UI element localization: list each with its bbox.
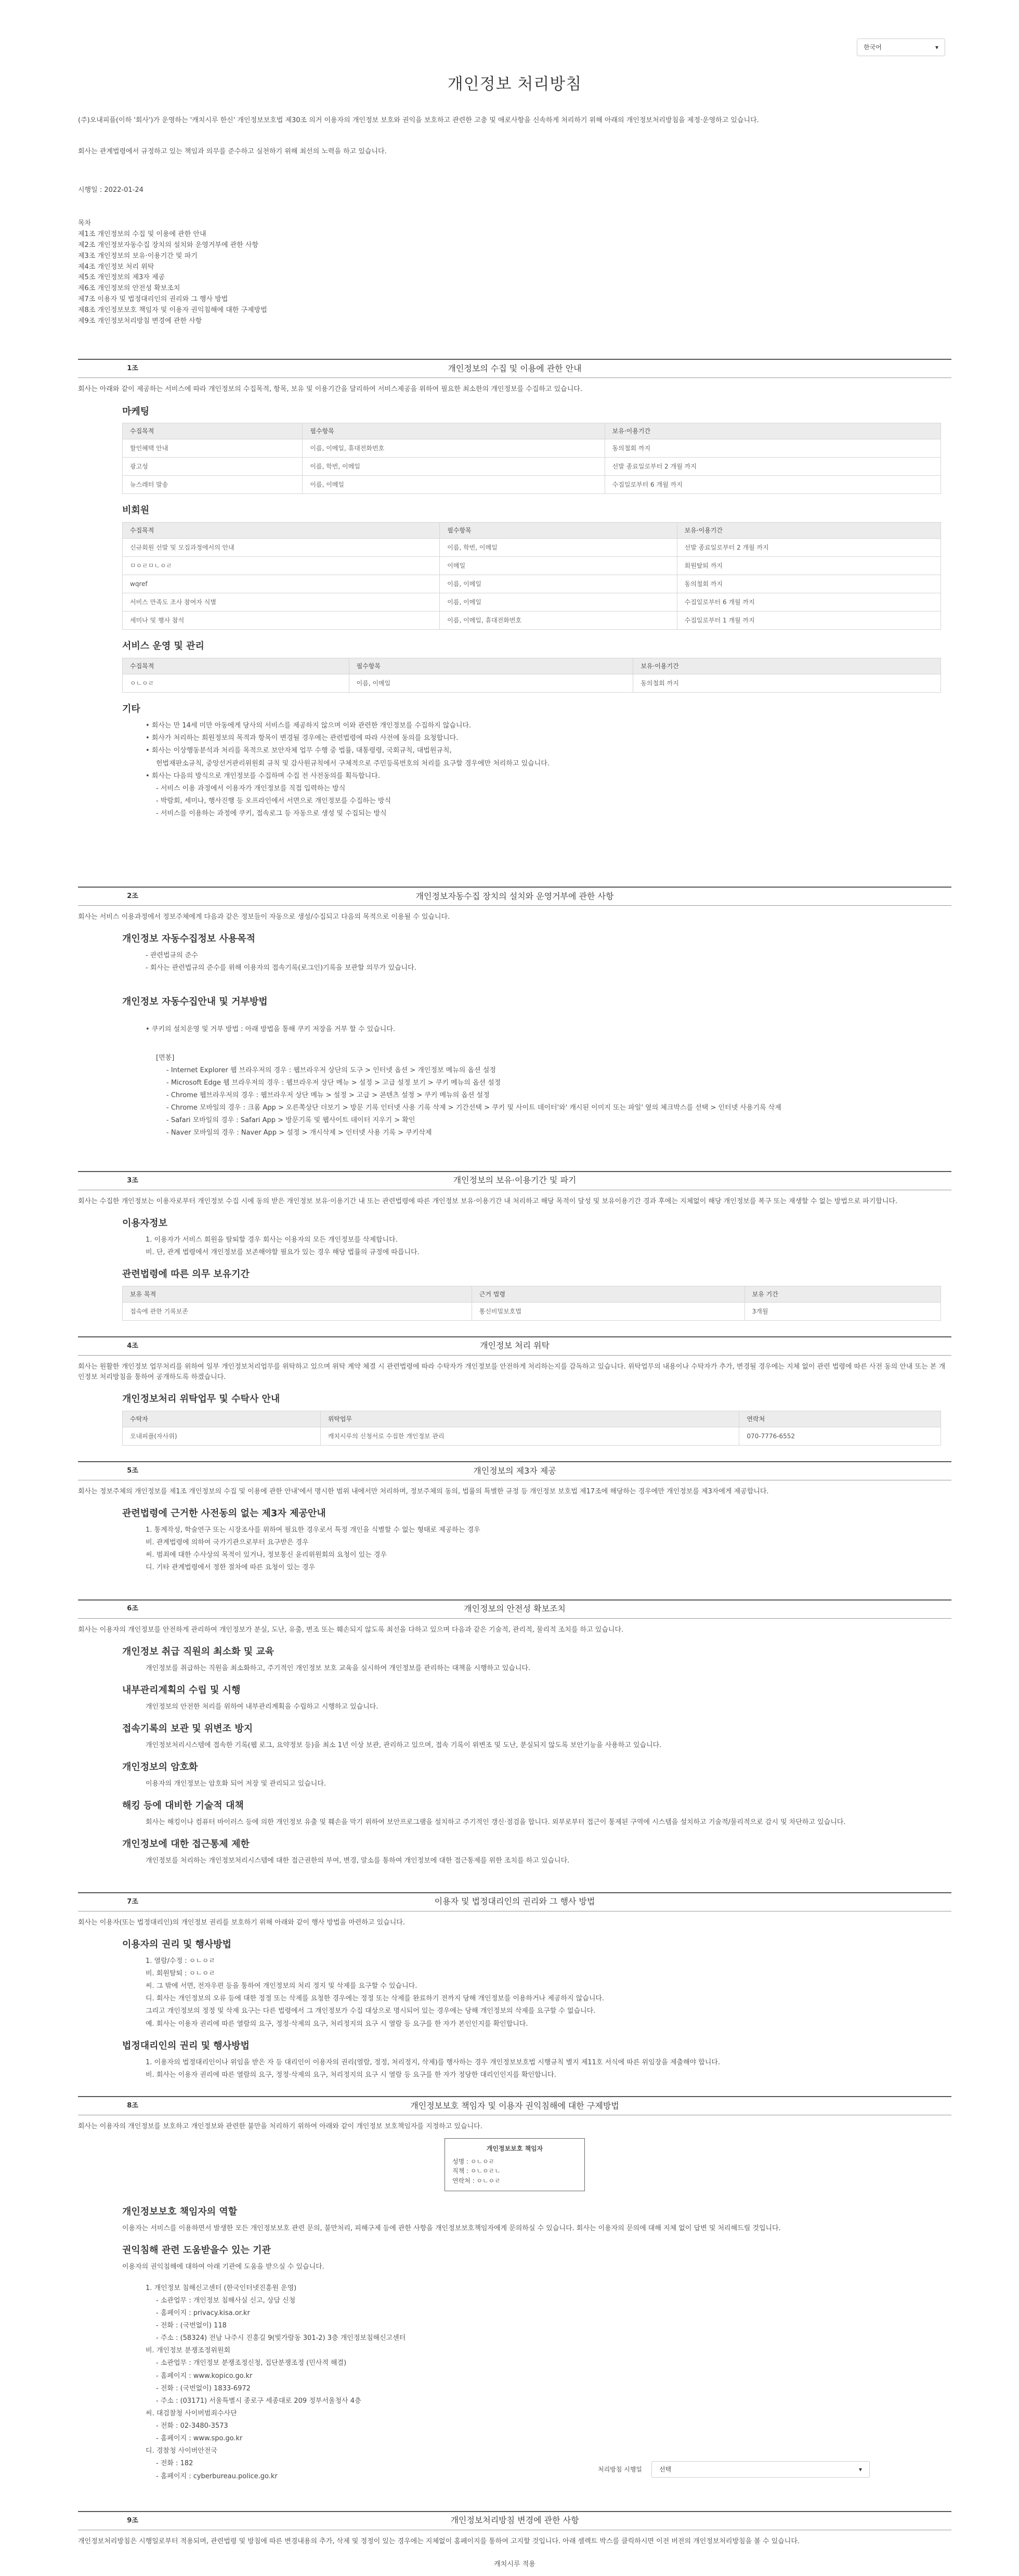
table-header: 수집목적: [123, 523, 440, 539]
table-cell: 이름, 학번, 이메일: [440, 539, 677, 557]
list-item: - Chrome 모바일의 경우 : 크롬 App > 오른쪽상단 더보기 > 방문 기록 인터넷 사용 기록 삭제 > 기간선택 > 쿠키 및 사이트 데이터'와' 캐시된 이미지 또는 파일' 옆의 체크박스를 선택 > 인터넷 사용기록 삭제: [166, 1104, 781, 1112]
table-header: 필수항목: [440, 523, 677, 539]
list-item: - 서비스를 이용하는 과정에 쿠키, 접속로그 등 자동으로 생성 및 수집되는 방식: [156, 810, 387, 818]
intro-text-2: 회사는 관계법령에서 규정하고 있는 책임과 의무를 준수하고 실천하기 위해 최선의 노력을 하고 있습니다.: [78, 148, 387, 156]
table-row: [123, 1427, 941, 1445]
table-row: [123, 476, 941, 494]
list-item: 씨. 범죄에 대한 수사상의 목적이 있거나, 정보통신 윤리위원회의 요청이 있는 경우: [146, 1551, 387, 1559]
subsection-title: 내부관리계획의 수립 및 시행: [122, 1684, 241, 1696]
list-item: - 홈페이지 : cyberbureau.police.go.kr: [156, 2472, 278, 2480]
table-row: [123, 557, 941, 575]
toc-item[interactable]: 제9조 개인정보처리방침 변경에 관한 사항: [78, 317, 202, 325]
toc-item[interactable]: 제8조 개인정보보호 책임자 및 이용자 권익침해에 대한 구제방법: [78, 306, 267, 314]
section-title: 개인정보보호 책임자 및 이용자 권익침해에 대한 구제방법: [410, 2100, 619, 2111]
subsection-title: 이용자정보: [122, 1217, 167, 1229]
table-cell: 이름, 학번, 이메일: [303, 458, 605, 476]
section-title: 개인정보처리방침 변경에 관한 사항: [450, 2515, 579, 2526]
list-item: 그리고 개인정보의 정정 및 삭제 요구는 다른 법령에서 그 개인정보가 수집 대상으로 명시되어 있는 경우에는 당해 개인정보의 삭제를 요구할 수 없습니다.: [146, 2007, 596, 2015]
section-7-header: [78, 1892, 951, 1911]
table-header: 보유 기간: [744, 1286, 940, 1302]
section-desc: 회사는 서비스 이용과정에서 정보주체에게 다음과 같은 정보들이 자동으로 생성/수집되고 다음의 목적으로 이용될 수 있습니다.: [78, 913, 450, 921]
subsection-title: 비회원: [122, 505, 150, 516]
list-item: - 관련법규의 준수: [146, 952, 198, 960]
third-party-list: [78, 1525, 951, 1573]
list-item: - Safari 모바일의 경우 : Safari App > 방문기록 및 웹사이트 데이터 지우기 > 확인: [166, 1116, 415, 1125]
subsection-text: 이용자의 개인정보는 암호화 되어 저장 및 관리되고 있습니다.: [146, 1779, 326, 1788]
subsection-title: 마케팅: [122, 406, 150, 417]
subsection-text: 개인정보를 처리하는 개인정보처리시스템에 대한 접근권한의 부여, 변경, 말소를 통하여 개인정보에 대한 접근통제를 위한 조치를 하고 있습니다.: [146, 1856, 570, 1865]
table-cell: 070-7776-6552: [739, 1427, 941, 1445]
list-item: - 전화 : 02-3480-3573: [156, 2422, 228, 2430]
table-cell: 이메일: [440, 557, 677, 575]
table-header: 근거 법령: [472, 1286, 744, 1302]
subsection-title: 개인정보에 대한 접근통제 제한: [122, 1838, 250, 1850]
section-number: 4조: [127, 1342, 138, 1350]
table-of-contents: [78, 218, 951, 327]
list-item: 1. 통계작성, 학술연구 또는 시장조사를 위하여 필요한 경우로서 특정 개인을 식별할 수 없는 형태로 제공하는 경우: [146, 1526, 480, 1534]
list-item: - 홈페이지 : privacy.kisa.or.kr: [156, 2309, 250, 2317]
retention-table: [122, 1286, 941, 1321]
table-row: [123, 674, 941, 693]
list-item: [면봉]: [156, 1053, 175, 1062]
subsection-title: 서비스 운영 및 관리: [122, 641, 204, 652]
list-item: • 회사는 만 14세 미만 아동에게 당사의 서비스를 제공하지 않으며 이와 관련한 개인정보를 수집하지 않습니다.: [146, 722, 472, 730]
list-item: - 소관업무 : 개인정보 분쟁조정신청, 집단분쟁조정 (민사적 해결): [156, 2359, 347, 2367]
version-select[interactable]: [651, 2461, 870, 2478]
toc-item[interactable]: 제5조 개인정보의 제3자 제공: [78, 274, 165, 282]
table-header: 필수항목: [303, 423, 605, 439]
subsection-title: 권익침해 관련 도움받을수 있는 기관: [122, 2245, 271, 2256]
list-item: • 회사가 처리하는 회원정보의 목적과 항목이 변경될 경우에는 관련법령에 따라 사전에 동의를 요청합니다.: [146, 734, 459, 743]
toc-item[interactable]: 제7조 이용자 및 법정대리인의 권리와 그 행사 방법: [78, 295, 228, 304]
section-8-header: [78, 2096, 951, 2115]
table-cell: 수집일로부터 1 개월 까지: [677, 612, 940, 630]
table-cell: 접속에 관한 기록보존: [123, 1302, 472, 1320]
subsection-title: 관련법령에 근거한 사전동의 없는 제3자 제공안내: [122, 1508, 326, 1519]
section-desc: 회사는 정보주체의 개인정보를 제1조 개인정보의 수집 및 이용에 관한 안내'에서 명시한 범위 내에서만 처리하며, 정보주체의 동의, 법률의 특별한 규정 등 개인정보 보호법 제17조에 해당하는 경우에만 개인정보를 제3자에게 제공합니다.: [78, 1487, 769, 1495]
table-cell: 광고성: [123, 458, 303, 476]
user-info-list: [78, 1235, 951, 1258]
section-1-header: [78, 359, 951, 378]
subsection-title: 개인정보 자동수집정보 사용목적: [122, 933, 255, 945]
table-cell: 동의철회 까지: [677, 575, 940, 593]
list-item: - 서비스 이용 과정에서 이용자가 개인정보를 직접 입력하는 방식: [156, 784, 346, 792]
list-item: - Microsoft Edge 웹 브라우저의 경우 : 웹브라우저 상단 메뉴 > 설정 > 고급 설정 보기 > 쿠키 메뉴의 옵션 설정: [166, 1078, 501, 1087]
marketing-table: [122, 423, 941, 494]
table-row: [123, 575, 941, 593]
section-number: 6조: [127, 1605, 138, 1613]
list-item: 헌법재판소규칙, 중앙선거관리위원회 규칙 및 감사원규칙에서 구체적으로 주민등록번호의 처리를 요구할 경우에만 처리하고 있습니다.: [156, 759, 550, 767]
table-row: [123, 539, 941, 557]
table-cell: 할인혜택 안내: [123, 439, 303, 458]
legal-rep-list: [78, 2058, 951, 2080]
entrust-table: [122, 1411, 941, 1446]
list-item: - 전화 : (국번없이) 1833-6972: [156, 2384, 251, 2392]
agency-list: [78, 2283, 951, 2482]
section-number: 5조: [127, 1466, 138, 1475]
table-header: 보유·이용기간: [605, 423, 940, 439]
subsection-title: 개인정보처리 위탁업무 및 수탁사 안내: [122, 1394, 280, 1405]
table-cell: 수집일로부터 6 개월 까지: [677, 593, 940, 612]
table-header: 수탁자: [123, 1411, 321, 1427]
table-row: [123, 593, 941, 612]
subsection-title: 관련법령에 따른 의무 보유기간: [122, 1268, 250, 1280]
table-cell: 캐치시루의 신청서로 수집한 개인정보 관리: [320, 1427, 739, 1445]
list-item: 1. 열람/수정 : ㅇㄴㅇㄹ: [146, 1957, 216, 1965]
chevron-down-icon: ▾: [858, 2465, 862, 2473]
subsection-title: 개인정보 자동수집안내 및 거부방법: [122, 996, 268, 1007]
language-select-value: 한국어: [864, 43, 882, 51]
subsection-text: 개인정보처리시스템에 접속한 기록(웹 로그, 요약정보 등)을 최소 1년 이상 보관, 관리하고 있으며, 접속 기록이 위변조 및 도난, 분실되지 않도록 보안기능을 사용하고 있습니다.: [146, 1741, 662, 1749]
subsection-text: 개인정보를 취급하는 직원을 최소화하고, 주기적인 개인정보 보호 교육을 실시하여 개인정보를 관리하는 대책을 시행하고 있습니다.: [146, 1664, 531, 1672]
list-item: 디. 회사는 개인정보의 오류 등에 대한 정정 또는 삭제를 요청한 경우에는 정정 또는 삭제를 완료하기 전까지 당해 개인정보를 이용하거나 제공하지 않습니다.: [146, 1995, 605, 2003]
list-item: - Chrome 웹브라우저의 경우 : 웹브라우저 상단 메뉴 > 설정 > 고급 > 콘텐츠 설정 > 쿠키 메뉴의 옵션 설정: [166, 1091, 490, 1100]
table-cell: 이름, 이메일, 휴대전화번호: [303, 439, 605, 458]
subsection-title: 접속기록의 보관 및 위변조 방지: [122, 1723, 253, 1734]
table-header: 보유 목적: [123, 1286, 472, 1302]
section-desc: 회사는 아래와 같이 제공하는 서비스에 따라 개인정보의 수집목적, 항목, 보유 및 이용기간을 달리하여 서비스제공을 위하여 필요한 최소한의 개인정보를 수집하고 있습니다.: [78, 385, 582, 394]
list-item: - 소관업무 : 개인정보 침해사실 신고, 상담 신청: [156, 2296, 296, 2305]
subsection-title: 기타: [122, 704, 140, 715]
section-title: 개인정보의 보유·이용기간 및 파기: [453, 1175, 577, 1186]
subsection-text: 개인정보의 안전한 처리를 위하여 내부관리계획을 수립하고 시행하고 있습니다.: [146, 1702, 378, 1711]
section-desc: 회사는 이용자의 개인정보를 안전하게 관리하여 개인정보가 분실, 도난, 유출, 변조 또는 훼손되지 않도록 최선을 다하고 있으며 다음과 같은 기술적, 관리적, 물리적 조치를 하고 있습니다.: [78, 1625, 624, 1634]
list-item: 비. 단, 관계 법령에서 개인정보를 보존해야할 필요가 있는 경우 해당 법률의 규정에 따릅니다.: [146, 1248, 420, 1256]
table-row: [123, 439, 941, 458]
refuse-list: [78, 1024, 951, 1138]
section-desc: 회사는 이용자(또는 법정대리인)의 개인정보 권리를 보호하기 위해 아래와 같이 행사 방법을 마련하고 있습니다.: [78, 1918, 405, 1927]
table-cell: ㅁㅇㄹㅁㄴㅇㄹ: [123, 557, 440, 575]
table-row: [123, 612, 941, 630]
subsection-text: 회사는 해킹이나 컴퓨터 바이러스 등에 의한 개인정보 유출 및 훼손을 막기 위하여 보안프로그램을 설치하고 주기적인 갱신·점검을 합니다. 외부로부터 접근이 통제된 구역에 시스템을 설치하고 기술적/물리적으로 감시 및 차단하고 있습니다.: [146, 1818, 846, 1826]
list-item: 디. 경찰청 사이버안전국: [146, 2447, 217, 2455]
section-number: 8조: [127, 2101, 138, 2110]
section-number: 1조: [127, 365, 138, 373]
privacy-officer-box: [445, 2138, 585, 2191]
section-title: 개인정보 처리 위탁: [480, 1341, 550, 1351]
list-item: 비. 회원탈퇴 : ㅇㄴㅇㄹ: [146, 1970, 215, 1978]
toc-item[interactable]: 제1조 개인정보의 수집 및 이용에 관한 안내: [78, 230, 206, 239]
table-row: [123, 1302, 941, 1320]
table-cell: 오내피플(자사위): [123, 1427, 321, 1445]
version-select-value: 선택: [659, 2465, 672, 2473]
list-item: - 회사는 관련법규의 준수를 위해 이용자의 접속기록(로그인)기록을 보관할 의무가 있습니다.: [146, 964, 416, 972]
list-item: • 회사는 다음의 방식으로 개인정보를 수집하며 수집 전 사전동의를 획득합니다.: [146, 772, 380, 780]
table-header: 보유·이용기간: [633, 658, 941, 674]
subsection-text: 이용자는 서비스를 이용하면서 발생한 모든 개인정보보호 관련 문의, 불만처리, 피해구제 등에 관한 사항을 개인정보보호책임자에게 문의하실 수 있습니다. 회사는 이용자의 문의에 대해 지체 없이 답변 및 처리해드릴 것입니다.: [122, 2224, 781, 2233]
table-cell: 3개월: [744, 1302, 940, 1320]
list-item: • 회사는 이상행동분석과 처리를 목적으로 보안자체 업무 수행 중 법률, 대통령령, 국회규칙, 대법원규칙,: [146, 747, 452, 755]
table-cell: 수집일로부터 6 개월 까지: [605, 476, 940, 494]
officer-contact: 연락처 : ㅇㄴㅇㄹ: [452, 2177, 501, 2184]
subsection-title: 개인정보보호 책임자의 역할: [122, 2206, 238, 2218]
intro-text: (주)오내피플(이하 '회사')가 운영하는 '캐치시루 한신' 개인정보보호법 제30조 의거 이용자의 개인정보 보호와 권익을 보호하고 관련한 고충 및 애로사항을 신속하게 처리하기 위해 아래의 개인정보처리방침을 제정·운영하고 있습니다.: [78, 116, 759, 125]
list-item: 디. 기타 관계법령에서 정한 절차에 따른 요청이 있는 경우: [146, 1564, 316, 1572]
section-3-header: [78, 1171, 951, 1190]
page-title: 개인정보 처리방침: [447, 75, 582, 94]
table-row: [123, 458, 941, 476]
table-header: 필수항목: [349, 658, 633, 674]
etc-list: [78, 721, 951, 819]
subsection-title: 개인정보 취급 직원의 최소화 및 교육: [122, 1646, 275, 1657]
list-item: - 박람회, 세미나, 행사진행 등 오프라인에서 서면으로 개인정보를 수집하는 방식: [156, 797, 391, 805]
list-item: - 홈페이지 : www.kopico.go.kr: [156, 2372, 253, 2380]
section-desc: 개인정보처리방침은 시행일로부터 적용되며, 관련법령 및 방침에 따른 변경내용의 추가, 삭제 및 정정이 있는 경우에는 지체없이 홈페이지를 통하여 고지할 것입니다. 아래 셀렉트 박스를 클릭하시면 이전 버전의 개인정보처리방침을 볼 수 있습니다.: [78, 2537, 800, 2545]
section-title: 개인정보의 수집 및 이용에 관한 안내: [448, 363, 582, 374]
toc-item[interactable]: 제2조 개인정보자동수집 장치의 설치와 운영거부에 관한 사항: [78, 241, 259, 250]
list-item: 씨. 대검찰청 사이버범죄수사단: [146, 2409, 237, 2417]
list-item: 1. 개인정보 침해신고센터 (한국인터넷진흥원 운영): [146, 2284, 297, 2292]
toc-item[interactable]: 제3조 개인정보의 보유·이용기간 및 파기: [78, 252, 198, 260]
toc-title: 목차: [78, 219, 92, 228]
section-number: 7조: [127, 1897, 138, 1906]
section-desc: 회사는 수집한 개인정보는 이용자로부터 개인정보 수집 시에 동의 받은 개인정보 보유·이용기간 내 또는 관련법령에 따른 개인정보 보유·이용기간 내 처리하고 해당 목적이 달성 및 보유이용기간 경과 후에는 지체없이 해당 개인정보를 복구 또는 재생할 수 없는 방법으로 파기합니다.: [78, 1197, 898, 1205]
section-5-header: [78, 1461, 951, 1480]
table-cell: 선발 종료일로부터 2 개월 까지: [677, 539, 940, 557]
table-cell: 회원탈퇴 까지: [677, 557, 940, 575]
section-number: 3조: [127, 1176, 138, 1185]
section-desc: 회사는 원활한 개인정보 업무처리를 위하여 일부 개인정보처리업무를 위탁하고 있으며 위탁 계약 체결 시 관련법령에 따라 수탁자가 개인정보를 안전하게 처리하는지를 감독하고 있습니다. 위탁업무의 내용이나 수탁자가 추가, 변경될 경우에는 지체 없이 관련 법령에 따른 사전 동의 안내 또는 본 개인정보 처리방침을 통하여 공개하도록 하겠습니다.: [78, 1362, 946, 1381]
table-cell: 이름, 이메일: [303, 476, 605, 494]
policy-document: [78, 0, 951, 2576]
effective-date: 시행일 : 2022-01-24: [78, 186, 143, 194]
list-item: 비. 회사는 이용자 권리에 따른 열람의 요구, 정정·삭제의 요구, 처리정지의 요구 시 열람 등 요구를 한 자가 정당한 대리인인지를 확인합니다.: [146, 2071, 556, 2079]
rights-list: [78, 1956, 951, 2029]
list-item: 비. 관계법령에 의하여 국가기관으로부터 요구받은 경우: [146, 1539, 309, 1547]
table-cell: 동의철회 까지: [633, 674, 941, 693]
table-cell: 통신비밀보호법: [472, 1302, 744, 1320]
toc-item[interactable]: 제4조 개인정보 처리 위탁: [78, 263, 154, 271]
table-cell: 신규회원 선발 및 모집과정에서의 안내: [123, 539, 440, 557]
table-header: 수집목적: [123, 423, 303, 439]
section-6-header: [78, 1599, 951, 1619]
list-item: - Naver 모바일의 경우 : Naver App > 설정 > 개시삭제 > 인터넷 사용 기록 > 쿠키삭제: [166, 1129, 432, 1137]
section-number: 2조: [127, 892, 138, 901]
table-header: 연락처: [739, 1411, 941, 1427]
table-cell: 이름, 이메일, 휴대전화번호: [440, 612, 677, 630]
subsection-title: 이용자의 권리 및 행사방법: [122, 1939, 232, 1950]
list-item: • 쿠키의 설치운영 및 거부 방법 : 아래 방법을 통해 쿠키 저장을 거부 할 수 있습니다.: [146, 1025, 396, 1034]
section-title: 이용자 및 법정대리인의 권리와 그 행사 방법: [434, 1896, 595, 1907]
subsection-text: 이용자의 권익침해에 대하여 아래 기관에 도움을 받으실 수 있습니다.: [122, 2263, 324, 2271]
list-item: - Internet Explorer 웹 브라우저의 경우 : 웹브라우저 상단의 도구 > 인터넷 옵션 > 개인정보 메뉴의 옵션 설정: [166, 1066, 496, 1074]
section-9-header: [78, 2511, 951, 2530]
subsection-title: 개인정보의 암호화: [122, 1761, 198, 1773]
table-cell: wqref: [123, 575, 440, 593]
table-cell: 이름, 이메일: [349, 674, 633, 693]
table-cell: 동의철회 까지: [605, 439, 940, 458]
list-item: - 전화 : 182: [156, 2460, 193, 2468]
list-item: - 홈페이지 : www.spo.go.kr: [156, 2435, 243, 2443]
subsection-title: 법정대리인의 권리 및 행사방법: [122, 2040, 250, 2051]
table-header: 수집목적: [123, 658, 349, 674]
list-item: 1. 이용자의 법정대리인이나 위임을 받은 자 등 대리인이 이용자의 권리(열람, 정정, 처리정지, 삭제)를 행사하는 경우 개인정보보호법 시행규칙 별지 제11호 서식에 따른 위임장을 제출해야 합니다.: [146, 2058, 721, 2066]
table-cell: 선발 종료일로부터 2 개월 까지: [605, 458, 940, 476]
list-item: - 주소 : (58324) 전남 나주시 진흥길 9(빛가람동 301-2) 3층 개인정보침해신고센터: [156, 2334, 406, 2343]
officer-position: 직책 : ㅇㄴㅇㄹㄴ: [452, 2167, 501, 2175]
list-item: 1. 이용자가 서비스 회원을 탈퇴할 경우 회사는 이용자의 모든 개인정보를 삭제합니다.: [146, 1235, 398, 1244]
list-item: - 전화 : (국번없이) 118: [156, 2321, 227, 2330]
section-2-header: [78, 887, 951, 906]
table-header: 보유·이용기간: [677, 523, 940, 539]
officer-name: 성명 : ㅇㄴㅇㄹ: [452, 2157, 495, 2165]
service-table: [122, 658, 941, 693]
section-title: 개인정보의 제3자 제공: [473, 1465, 556, 1476]
section-title: 개인정보의 안전성 확보조치: [464, 1604, 566, 1614]
list-item: 씨. 그 밖에 서면, 전자우편 등을 통하여 개인정보의 처리 정지 및 삭제를 요구할 수 있습니다.: [146, 1982, 417, 1990]
list-item: 예. 회사는 이용자 권리에 따른 열람의 요구, 정정·삭제의 요구, 처리정지의 요구 시 열람 등 요구를 한 자가 본인인지를 확인합니다.: [146, 2020, 528, 2028]
section-number: 9조: [127, 2516, 138, 2525]
nonmember-table: [122, 522, 941, 630]
footer-note: 캐치시루 적용: [494, 2560, 535, 2568]
list-item: 비. 개인정보 분쟁조정위원회: [146, 2347, 231, 2355]
table-cell: 뉴스레터 발송: [123, 476, 303, 494]
list-item: - 주소 : (03171) 서울특별시 종로구 세종대로 209 정부서울청사 4층: [156, 2397, 361, 2405]
toc-item[interactable]: 제6조 개인정보의 안전성 확보조치: [78, 284, 180, 293]
table-cell: ㅇㄴㅇㄹ: [123, 674, 349, 693]
purpose-list: [78, 951, 951, 973]
box-title: 개인정보보호 책임자: [486, 2145, 543, 2153]
section-desc: 회사는 이용자의 개인정보를 보호하고 개인정보와 관련한 불만을 처리하기 위하여 아래와 같이 개인정보 보호책임자를 지정하고 있습니다.: [78, 2122, 482, 2130]
table-header: 위탁업무: [320, 1411, 739, 1427]
table-cell: 이름, 이메일: [440, 593, 677, 612]
table-cell: 서비스 만족도 조사 참여자 식별: [123, 593, 440, 612]
subsection-title: 해킹 등에 대비한 기술적 대책: [122, 1800, 244, 1811]
section-4-header: [78, 1336, 951, 1356]
policy-version-selector: [598, 2461, 870, 2478]
chevron-down-icon: ▾: [935, 43, 938, 51]
section-title: 개인정보자동수집 장치의 설치와 운영거부에 관한 사항: [415, 891, 614, 901]
table-cell: 세미나 및 행사 참석: [123, 612, 440, 630]
version-select-label: 처리방침 시행일: [598, 2465, 642, 2473]
table-cell: 이름, 이메일: [440, 575, 677, 593]
